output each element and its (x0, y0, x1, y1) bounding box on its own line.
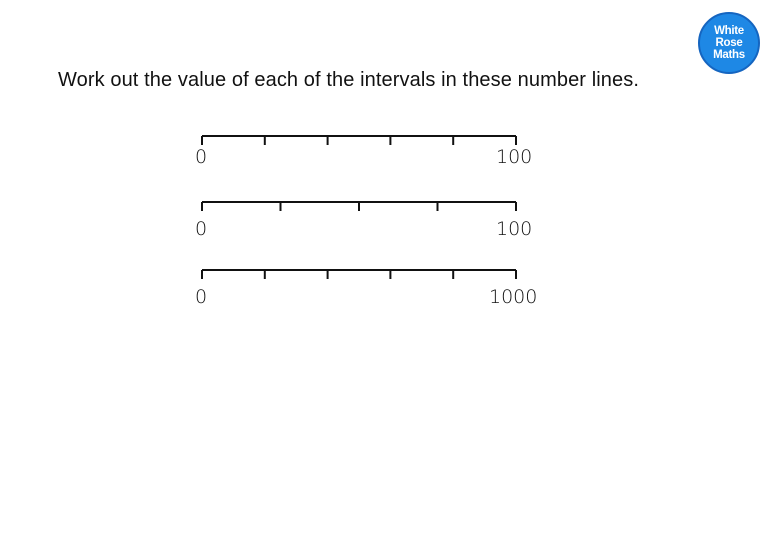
number-line-2-end-label: 100 (496, 218, 533, 240)
number-line-3 (195, 270, 537, 308)
logo-line-1: White (714, 25, 744, 37)
number-line-2-start-label: 0 (195, 218, 208, 240)
number-line-1-end-label: 100 (496, 146, 533, 168)
number-line-2 (195, 202, 532, 240)
number-line-3-start-label: 0 (195, 286, 208, 308)
logo-line-2: Rose (715, 37, 743, 49)
number-line-3-end-label: 1000 (489, 286, 538, 308)
logo-line-3: Maths (713, 49, 745, 61)
number-line-1 (195, 136, 532, 168)
instruction-text: Work out the value of each of the intervals in these number lines. (58, 69, 639, 91)
number-line-1-start-label: 0 (195, 146, 208, 168)
